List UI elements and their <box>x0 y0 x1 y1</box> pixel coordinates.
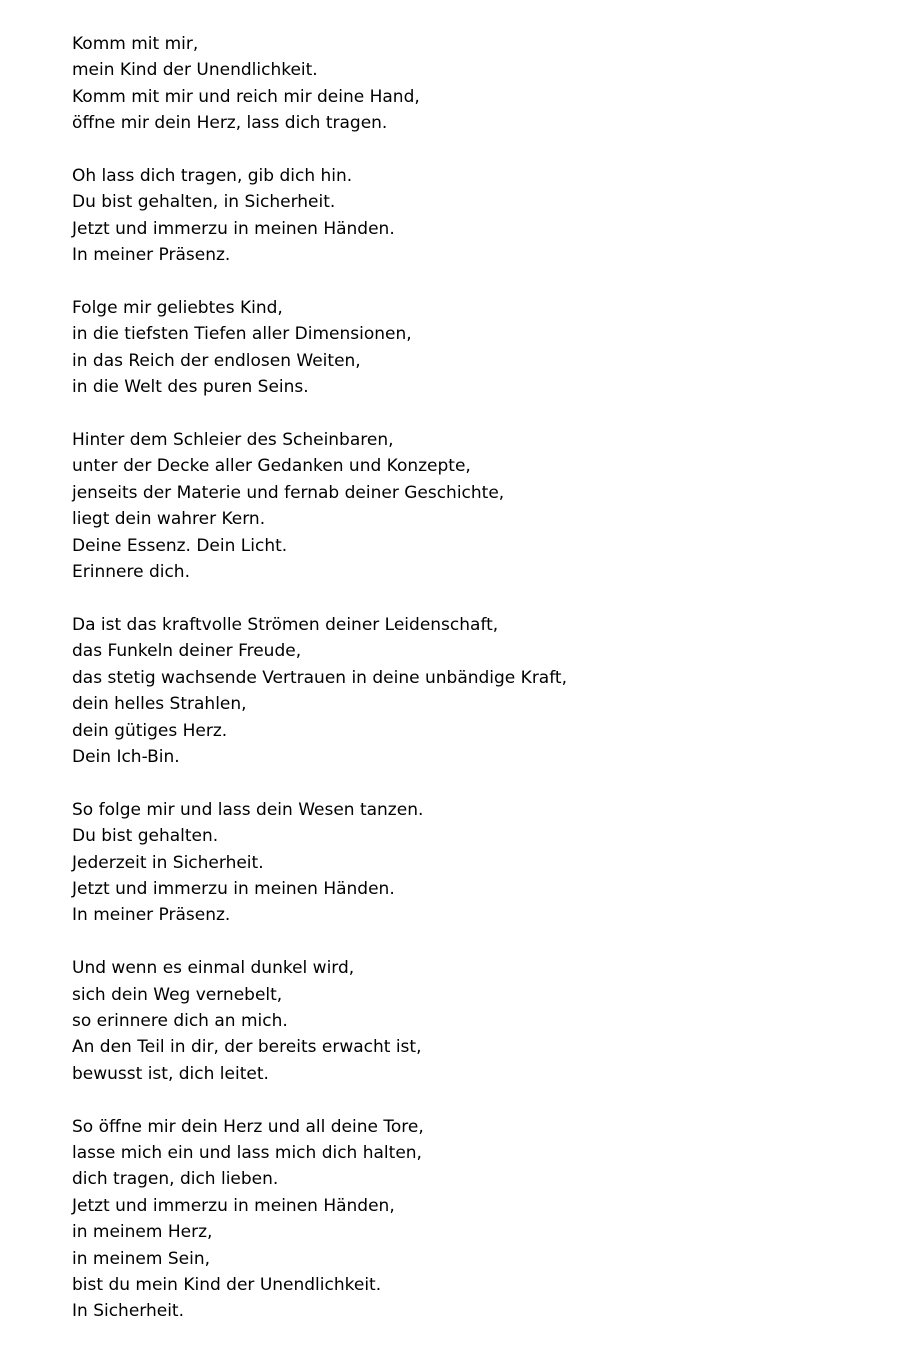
poem-line: in die tiefsten Tiefen aller Dimensionen, <box>72 324 412 345</box>
poem-line: Jederzeit in Sicherheit. <box>72 852 264 873</box>
poem-line: Du bist gehalten. <box>72 826 219 847</box>
stanza <box>72 31 872 137</box>
poem-line: lasse mich ein und lass mich dich halten, <box>72 1142 422 1163</box>
stanza <box>72 612 872 770</box>
poem-line: liegt dein wahrer Kern. <box>72 509 266 530</box>
poem-line: In meiner Präsenz. <box>72 905 231 926</box>
poem-line: dein helles Strahlen, <box>72 694 247 715</box>
poem-line: dich tragen, dich lieben. <box>72 1169 279 1190</box>
poem-line: In meiner Präsenz. <box>72 245 231 266</box>
poem-line: Jetzt und immerzu in meinen Händen, <box>72 1195 395 1216</box>
stanza <box>72 427 872 585</box>
poem-line: Oh lass dich tragen, gib dich hin. <box>72 166 353 187</box>
poem-line: das Funkeln deiner Freude, <box>72 641 302 662</box>
poem-line: So folge mir und lass dein Wesen tanzen. <box>72 799 424 820</box>
poem-line: bist du mein Kind der Unendlichkeit. <box>72 1274 382 1295</box>
poem-line: in meinem Sein, <box>72 1248 210 1269</box>
poem-line: Du bist gehalten, in Sicherheit. <box>72 192 336 213</box>
poem-line: Da ist das kraftvolle Strömen deiner Leidenschaft, <box>72 614 499 635</box>
poem-line: Erinnere dich. <box>72 562 190 583</box>
poem-line: bewusst ist, dich leitet. <box>72 1063 269 1084</box>
stanza <box>72 295 872 401</box>
stanza <box>72 955 872 1087</box>
poem-document <box>72 31 872 1325</box>
poem-line: in das Reich der endlosen Weiten, <box>72 350 361 371</box>
poem-line: Komm mit mir, <box>72 34 199 54</box>
stanza <box>72 163 872 269</box>
poem-line: In Sicherheit. <box>72 1301 185 1322</box>
poem-line: So öffne mir dein Herz und all deine Tore, <box>72 1116 424 1137</box>
poem-line: mein Kind der Unendlichkeit. <box>72 60 318 81</box>
poem-line: Folge mir geliebtes Kind, <box>72 298 283 319</box>
poem-line: unter der Decke aller Gedanken und Konzepte, <box>72 456 471 477</box>
poem-line: so erinnere dich an mich. <box>72 1010 288 1031</box>
poem-line: jenseits der Materie und fernab deiner Geschichte, <box>72 482 505 503</box>
poem-line: An den Teil in dir, der bereits erwacht ist, <box>72 1037 422 1058</box>
poem-line: öffne mir dein Herz, lass dich tragen. <box>72 113 388 134</box>
poem-line: Jetzt und immerzu in meinen Händen. <box>72 878 395 899</box>
stanza <box>72 797 872 929</box>
poem-line: Dein Ich-Bin. <box>72 746 180 767</box>
poem-line: Komm mit mir und reich mir deine Hand, <box>72 86 420 107</box>
poem-line: sich dein Weg vernebelt, <box>72 984 283 1005</box>
poem-line: in die Welt des puren Seins. <box>72 377 309 398</box>
poem-line: in meinem Herz, <box>72 1222 213 1243</box>
poem-line: das stetig wachsende Vertrauen in deine unbändige Kraft, <box>72 667 567 688</box>
poem-line: Deine Essenz. Dein Licht. <box>72 535 288 556</box>
poem-line: Und wenn es einmal dunkel wird, <box>72 958 355 979</box>
poem-line: dein gütiges Herz. <box>72 720 228 741</box>
poem-line: Hinter dem Schleier des Scheinbaren, <box>72 430 394 451</box>
poem-line: Jetzt und immerzu in meinen Händen. <box>72 218 395 239</box>
stanza <box>72 1114 872 1325</box>
